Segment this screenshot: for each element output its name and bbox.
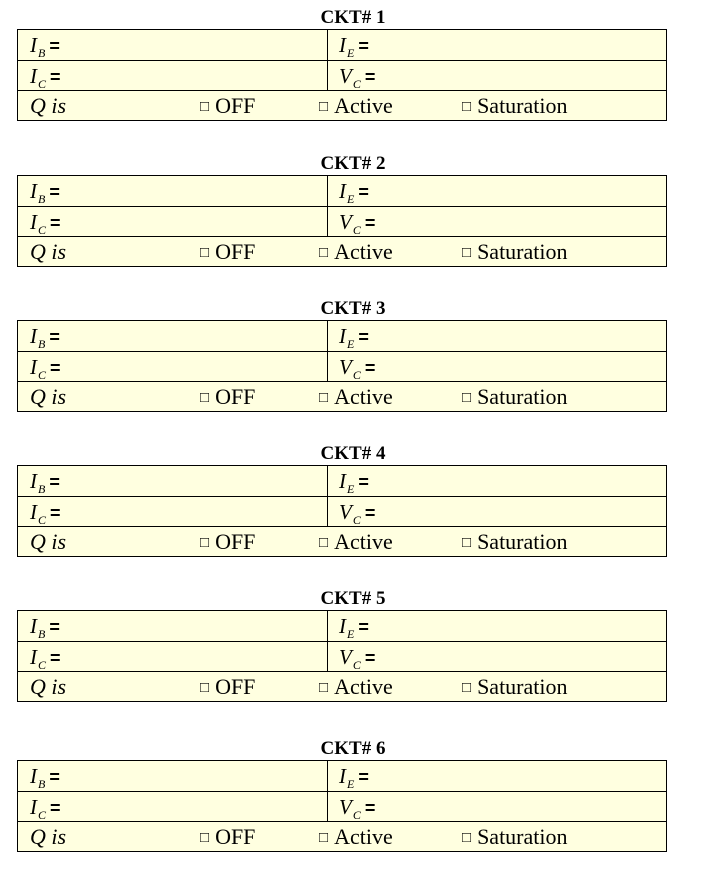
- circuit-block-6: [17, 739, 667, 852]
- ie-label: $I_E$ =: [339, 614, 369, 641]
- ib-answer-field[interactable]: [18, 176, 328, 206]
- transistor-state-row: [18, 381, 666, 411]
- active-checkbox[interactable]: [319, 384, 393, 413]
- off-label: OFF: [215, 529, 256, 554]
- current-row-2: [18, 496, 666, 526]
- ie-label: $I_E$ =: [339, 764, 369, 791]
- checkbox-icon: □: [200, 680, 210, 696]
- ic-label: $I_C$ =: [30, 355, 61, 382]
- ie-label: $I_E$ =: [339, 469, 369, 496]
- active-checkbox[interactable]: [319, 93, 393, 122]
- checkbox-icon: □: [200, 535, 210, 551]
- circuit-block-5: [17, 589, 667, 702]
- ie-label: $I_E$ =: [339, 324, 369, 351]
- transistor-state-row: [18, 821, 666, 851]
- ib-answer-field[interactable]: [18, 761, 328, 791]
- saturation-checkbox[interactable]: [462, 384, 568, 413]
- active-label: Active: [334, 93, 393, 118]
- ib-label: $I_B$ =: [30, 324, 60, 351]
- off-checkbox[interactable]: [200, 674, 255, 703]
- vc-answer-field[interactable]: [328, 642, 666, 671]
- transistor-state-row: [18, 671, 666, 701]
- current-row-1: [18, 466, 666, 496]
- q-is-label: Q is: [30, 93, 67, 118]
- current-row-1: [18, 761, 666, 791]
- checkbox-icon: □: [462, 390, 472, 406]
- ic-label: $I_C$ =: [30, 645, 61, 672]
- ic-label: $I_C$ =: [30, 500, 61, 527]
- vc-label: $V_C$ =: [339, 500, 376, 527]
- active-checkbox[interactable]: [319, 674, 393, 703]
- checkbox-icon: □: [319, 245, 329, 261]
- off-checkbox[interactable]: [200, 824, 255, 853]
- active-label: Active: [334, 529, 393, 554]
- ib-answer-field[interactable]: [18, 466, 328, 496]
- checkbox-icon: □: [462, 245, 472, 261]
- checkbox-icon: □: [462, 535, 472, 551]
- checkbox-icon: □: [319, 99, 329, 115]
- circuit-title: CKT# 6: [320, 738, 386, 759]
- ib-label: $I_B$ =: [30, 614, 60, 641]
- checkbox-icon: □: [200, 245, 210, 261]
- circuit-block-4: [17, 444, 667, 557]
- ib-answer-field[interactable]: [18, 321, 328, 351]
- vc-answer-field[interactable]: [328, 207, 666, 236]
- ic-label: $I_C$ =: [30, 795, 61, 822]
- transistor-state-row: [18, 90, 666, 120]
- vc-answer-field[interactable]: [328, 352, 666, 381]
- vc-answer-field[interactable]: [328, 792, 666, 821]
- off-checkbox[interactable]: [200, 384, 255, 413]
- saturation-label: Saturation: [477, 93, 568, 118]
- ie-answer-field[interactable]: [328, 611, 666, 641]
- saturation-checkbox[interactable]: [462, 239, 568, 268]
- ic-answer-field[interactable]: [18, 352, 328, 381]
- ib-label: $I_B$ =: [30, 764, 60, 791]
- checkbox-icon: □: [200, 390, 210, 406]
- checkbox-icon: □: [319, 830, 329, 846]
- vc-label: $V_C$ =: [339, 355, 376, 382]
- saturation-label: Saturation: [477, 824, 568, 849]
- circuit-block-1: [17, 8, 667, 121]
- active-checkbox[interactable]: [319, 824, 393, 853]
- saturation-checkbox[interactable]: [462, 529, 568, 558]
- vc-answer-field[interactable]: [328, 497, 666, 526]
- current-row-1: [18, 321, 666, 351]
- active-label: Active: [334, 239, 393, 264]
- circuit-block-2: [17, 154, 667, 267]
- current-row-2: [18, 206, 666, 236]
- q-is-label: Q is: [30, 674, 67, 699]
- vc-label: $V_C$ =: [339, 210, 376, 237]
- vc-label: $V_C$ =: [339, 64, 376, 91]
- ie-answer-field[interactable]: [328, 30, 666, 60]
- circuit-title: CKT# 5: [320, 588, 386, 609]
- ib-label: $I_B$ =: [30, 179, 60, 206]
- circuit-block-3: [17, 299, 667, 412]
- checkbox-icon: □: [462, 830, 472, 846]
- ie-answer-field[interactable]: [328, 176, 666, 206]
- saturation-checkbox[interactable]: [462, 93, 568, 122]
- ic-label: $I_C$ =: [30, 210, 61, 237]
- circuit-answer-table: [17, 465, 667, 557]
- saturation-checkbox[interactable]: [462, 824, 568, 853]
- vc-answer-field[interactable]: [328, 61, 666, 90]
- q-is-label: Q is: [30, 384, 67, 409]
- circuit-title: CKT# 4: [320, 443, 386, 464]
- ie-answer-field[interactable]: [328, 761, 666, 791]
- checkbox-icon: □: [462, 99, 472, 115]
- current-row-2: [18, 60, 666, 90]
- ie-label: $I_E$ =: [339, 179, 369, 206]
- off-label: OFF: [215, 824, 256, 849]
- off-checkbox[interactable]: [200, 93, 255, 122]
- off-label: OFF: [215, 239, 256, 264]
- checkbox-icon: □: [200, 830, 210, 846]
- saturation-label: Saturation: [477, 674, 568, 699]
- ib-answer-field[interactable]: [18, 611, 328, 641]
- active-label: Active: [334, 674, 393, 699]
- current-row-1: [18, 176, 666, 206]
- saturation-label: Saturation: [477, 239, 568, 264]
- vc-label: $V_C$ =: [339, 645, 376, 672]
- saturation-label: Saturation: [477, 529, 568, 554]
- ic-answer-field[interactable]: [18, 61, 328, 90]
- active-checkbox[interactable]: [319, 239, 393, 268]
- transistor-state-row: [18, 236, 666, 266]
- checkbox-icon: □: [319, 680, 329, 696]
- current-row-1: [18, 611, 666, 641]
- q-is-label: Q is: [30, 824, 67, 849]
- q-is-label: Q is: [30, 529, 67, 554]
- circuit-title: CKT# 2: [320, 153, 386, 174]
- q-is-label: Q is: [30, 239, 67, 264]
- ib-label: $I_B$ =: [30, 33, 60, 60]
- checkbox-icon: □: [319, 535, 329, 551]
- ic-answer-field[interactable]: [18, 792, 328, 821]
- ic-label: $I_C$ =: [30, 64, 61, 91]
- current-row-1: [18, 30, 666, 60]
- off-label: OFF: [215, 674, 256, 699]
- ie-answer-field[interactable]: [328, 466, 666, 496]
- transistor-state-row: [18, 526, 666, 556]
- checkbox-icon: □: [319, 390, 329, 406]
- ic-answer-field[interactable]: [18, 207, 328, 236]
- off-label: OFF: [215, 93, 256, 118]
- vc-label: $V_C$ =: [339, 795, 376, 822]
- off-checkbox[interactable]: [200, 529, 255, 558]
- off-checkbox[interactable]: [200, 239, 255, 268]
- current-row-2: [18, 351, 666, 381]
- checkbox-icon: □: [462, 680, 472, 696]
- saturation-label: Saturation: [477, 384, 568, 409]
- saturation-checkbox[interactable]: [462, 674, 568, 703]
- ib-label: $I_B$ =: [30, 469, 60, 496]
- circuit-title: CKT# 1: [320, 7, 386, 28]
- checkbox-icon: □: [200, 99, 210, 115]
- ic-answer-field[interactable]: [18, 497, 328, 526]
- circuit-answer-table: [17, 760, 667, 852]
- ie-answer-field[interactable]: [328, 321, 666, 351]
- active-label: Active: [334, 824, 393, 849]
- ic-answer-field[interactable]: [18, 642, 328, 671]
- circuit-answer-table: [17, 320, 667, 412]
- circuit-answer-table: [17, 29, 667, 121]
- current-row-2: [18, 791, 666, 821]
- ib-answer-field[interactable]: [18, 30, 328, 60]
- ie-label: $I_E$ =: [339, 33, 369, 60]
- off-label: OFF: [215, 384, 256, 409]
- active-label: Active: [334, 384, 393, 409]
- active-checkbox[interactable]: [319, 529, 393, 558]
- circuit-answer-table: [17, 610, 667, 702]
- circuit-answer-table: [17, 175, 667, 267]
- current-row-2: [18, 641, 666, 671]
- circuit-title: CKT# 3: [320, 298, 386, 319]
